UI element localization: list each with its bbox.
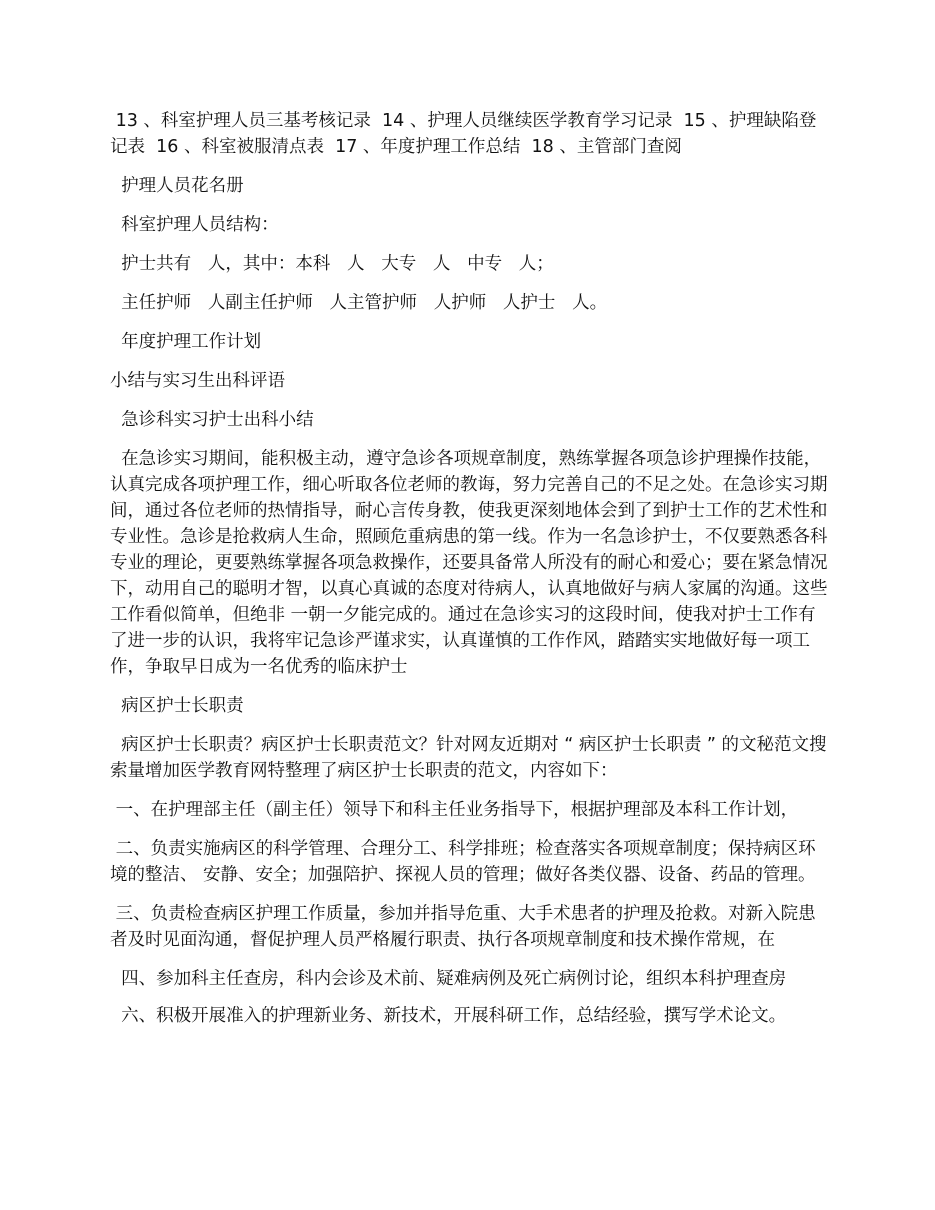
- emergency-intern-heading: 急诊科实习护士出科小结: [110, 410, 314, 430]
- roster-heading: 护理人员花名册: [110, 176, 244, 196]
- duty-item-4: 四、参加科主任查房，科内会诊及术前、疑难病例及死亡病例讨论，组织本科护理查房: [110, 969, 787, 989]
- duty-item-2: 二、负责实施病区的科学管理、合理分工、科学排班；检查落实各项规章制度；保持病区环境的整洁、 安静、安全；加强陪护、探视人员的管理；做好各类仪器、设备、药品的管理。: [110, 839, 816, 885]
- title-count-line: 主任护师 人副主任护师 人主管护师 人护师 人护士 人。: [110, 293, 608, 313]
- duty-item-6: 六、积极开展准入的护理新业务、新技术，开展科研工作，总结经验，撰写学术论文。: [110, 1006, 787, 1026]
- staff-structure-heading: 科室护理人员结构：: [110, 215, 279, 235]
- annual-plan-heading: 年度护理工作计划: [110, 332, 262, 352]
- duty-item-3: 三、负责检查病区护理工作质量，参加并指导危重、大手术患者的护理及抢救。对新入院患者及时见面沟通，督促护理人员严格履行职责、执行各项规章制度和技术操作常规，在: [110, 904, 816, 950]
- summary-heading: 小结与实习生出科评语: [110, 371, 285, 391]
- document-page: [110, 108, 830, 1042]
- duty-item-1: 一、在护理部主任（副主任）领导下和科主任业务指导下，根据护理部及本科工作计划，: [110, 800, 799, 820]
- head-nurse-duties-heading: 病区护士长职责: [110, 696, 244, 716]
- records-list-paragraph: 13 、科室护理人员三基考核记录 14 、护理人员继续医学教育学习记录 15 、护理缺陷登记表 16 、科室被服清点表 17 、年度护理工作总结 18 、主管部门查阅: [110, 111, 817, 157]
- nurse-count-line: 护士共有 人，其中：本科 人 大专 人 中专 人；: [110, 254, 554, 274]
- head-nurse-intro: 病区护士长职责？病区护士长职责范文？针对网友近期对 “ 病区护士长职责 ” 的文秘范文搜索量增加医学教育网特整理了病区护士长职责的范文，内容如下：: [110, 735, 827, 781]
- emergency-intern-body: 在急诊实习期间，能积极主动，遵守急诊各项规章制度，熟练掌握各项急诊护理操作技能，认真完成各项护理工作，细心听取各位老师的教诲，努力完善自己的不足之处。在急诊实习期间，通过各位老师的热情指导，耐心言传身教，使我更深刻地体会到了到护士工作的艺术性和专业性。急诊是抢救病人生命，照顾危重病患的第一线。作为一名急诊护士，不仅要熟悉各科专业的理论，更要熟练掌握各项急救操作，还要具备常人所没有的耐心和爱心；要在紧急情况下，动用自己的聪明才智，以真心真诚的态度对待病人，认真地做好与病人家属的沟通。这些工作看似简单，但绝非 一朝一夕能完成的。通过在急诊实习的这段时间，使我对护士工作有了进一步的认识，我将牢记急诊严谨求实，认真谨慎的工作作风，踏踏实实地做好每一项工作，争取早日成为一名优秀的临床护士: [110, 449, 828, 677]
